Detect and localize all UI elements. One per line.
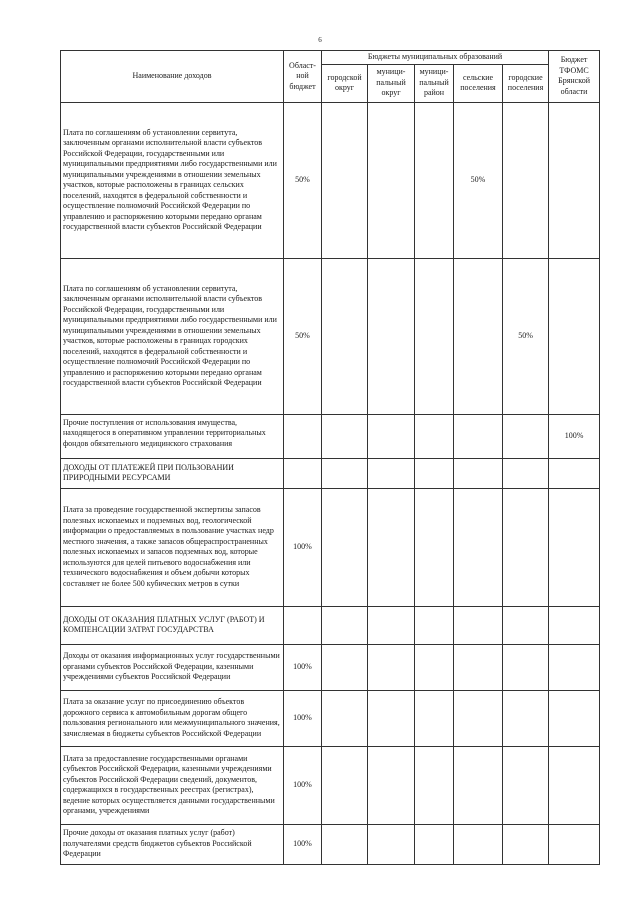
section-row — [61, 606, 600, 644]
revenue-name: Плата за предоставление государственными органами субъектов Российской Федерации, казенными учреждениями субъектов Российской Федерации сведений, документов, содержащихся в государственных реестрах (регистрах), ведение которых осуществляется данными государственными органами, учреждениями — [61, 746, 284, 824]
header-municipal-area: муници-пальный район — [415, 64, 454, 102]
urban-share — [503, 746, 549, 824]
municipal-area-share — [415, 746, 454, 824]
header-municipal-budgets: Бюджеты муниципальных образований — [322, 51, 549, 65]
page-number: 6 — [318, 36, 322, 44]
city-district-share — [322, 824, 368, 864]
table-row — [61, 102, 600, 258]
revenue-name: Плата по соглашениям об установлении сервитута, заключенным органами исполнительной власти субъектов Российской Федерации, государственными или муниципальными предприятиями либо государственными или муниципальными учреждениями в отношении земельных участков, которые расположены в границах городских поселений, находятся в федеральной собственности и осуществление полномочий Российской Федерации по управлению и распоряжению которыми передано органам государственной власти субъектов Российской Федерации — [61, 258, 284, 414]
regional-share — [284, 414, 322, 458]
municipal-area-share — [415, 690, 454, 746]
tfoms-share — [549, 644, 600, 690]
regional-share: 100% — [284, 746, 322, 824]
table-row — [61, 690, 600, 746]
header-rural-settlements: сельские поселения — [454, 64, 503, 102]
regional-share: 100% — [284, 824, 322, 864]
header-tfoms-budget: Бюджет ТФОМС Брянской области — [549, 51, 600, 103]
header-revenue-name: Наименование доходов — [61, 51, 284, 103]
rural-share — [454, 824, 503, 864]
regional-share: 100% — [284, 488, 322, 606]
revenue-name: Прочие доходы от оказания платных услуг (работ) получателями средств бюджетов субъектов Российской Федерации — [61, 824, 284, 864]
rural-share — [454, 258, 503, 414]
regional-share: 100% — [284, 690, 322, 746]
regional-share: 100% — [284, 644, 322, 690]
rural-share — [454, 644, 503, 690]
revenue-name: Прочие поступления от использования имущества, находящегося в оперативном управлении территориальных фондов обязательного медицинского страхования — [61, 414, 284, 458]
municipal-area-share — [415, 488, 454, 606]
city-district-share — [322, 102, 368, 258]
regional-share: 50% — [284, 102, 322, 258]
municipal-district-share — [368, 644, 415, 690]
tfoms-share — [549, 690, 600, 746]
urban-share — [503, 824, 549, 864]
header-urban-settlements: городские поселения — [503, 64, 549, 102]
municipal-area-share — [415, 824, 454, 864]
rural-share — [454, 414, 503, 458]
tfoms-share: 100% — [549, 414, 600, 458]
urban-share — [503, 414, 549, 458]
revenue-name: Доходы от оказания информационных услуг государственными органами субъектов Российской Федерации, казенными учреждениями субъектов Российской Федерации — [61, 644, 284, 690]
rural-share — [454, 488, 503, 606]
urban-share — [503, 644, 549, 690]
city-district-share — [322, 258, 368, 414]
municipal-district-share — [368, 102, 415, 258]
table-row — [61, 824, 600, 864]
rural-share — [454, 690, 503, 746]
urban-share — [503, 488, 549, 606]
municipal-district-share — [368, 824, 415, 864]
section-heading: ДОХОДЫ ОТ ОКАЗАНИЯ ПЛАТНЫХ УСЛУГ (РАБОТ) И КОМПЕНСАЦИИ ЗАТРАТ ГОСУДАРСТВА — [61, 606, 284, 644]
tfoms-share — [549, 258, 600, 414]
revenue-name: Плата за оказание услуг по присоединению объектов дорожного сервиса к автомобильным дорогам общего пользования регионального или межмуниципального значения, зачисляемая в бюджеты субъектов Российской Федерации — [61, 690, 284, 746]
regional-share: 50% — [284, 258, 322, 414]
table-row — [61, 644, 600, 690]
revenue-distribution-table — [60, 50, 600, 865]
table-row — [61, 488, 600, 606]
city-district-share — [322, 746, 368, 824]
municipal-district-share — [368, 746, 415, 824]
city-district-share — [322, 690, 368, 746]
municipal-area-share — [415, 102, 454, 258]
tfoms-share — [549, 746, 600, 824]
rural-share — [454, 746, 503, 824]
municipal-district-share — [368, 488, 415, 606]
urban-share — [503, 690, 549, 746]
table-row — [61, 414, 600, 458]
city-district-share — [322, 414, 368, 458]
municipal-area-share — [415, 258, 454, 414]
tfoms-share — [549, 102, 600, 258]
section-row — [61, 458, 600, 488]
header-municipal-district: муници-пальный округ — [368, 64, 415, 102]
urban-share — [503, 102, 549, 258]
revenue-name: Плата за проведение государственной экспертизы запасов полезных ископаемых и подземных вод, геологической информации о предоставляемых в пользование участках недр местного значения, а также запасов общераспространенных полезных ископаемых и запасов подземных вод, которые используются для целей питьевого водоснабжения или технического водоснабжения и объем добычи которых составляет не более 500 кубических метров в сутки — [61, 488, 284, 606]
table-row — [61, 746, 600, 824]
city-district-share — [322, 488, 368, 606]
municipal-area-share — [415, 414, 454, 458]
municipal-area-share — [415, 644, 454, 690]
section-heading: ДОХОДЫ ОТ ПЛАТЕЖЕЙ ПРИ ПОЛЬЗОВАНИИ ПРИРОДНЫМИ РЕСУРСАМИ — [61, 458, 284, 488]
header-city-district: городской округ — [322, 64, 368, 102]
tfoms-share — [549, 824, 600, 864]
rural-share: 50% — [454, 102, 503, 258]
header-regional-budget: Област-ной бюджет — [284, 51, 322, 103]
municipal-district-share — [368, 690, 415, 746]
city-district-share — [322, 644, 368, 690]
tfoms-share — [549, 488, 600, 606]
municipal-district-share — [368, 258, 415, 414]
municipal-district-share — [368, 414, 415, 458]
table-row — [61, 258, 600, 414]
revenue-name: Плата по соглашениям об установлении сервитута, заключенным органами исполнительной власти субъектов Российской Федерации, государственными или муниципальными предприятиями либо государственными или муниципальными учреждениями в отношении земельных участков, которые расположены в границах сельских поселений, находятся в федеральной собственности и осуществление полномочий Российской Федерации по управлению и распоряжению которыми передано органам государственной власти субъектов Российской Федерации — [61, 102, 284, 258]
urban-share: 50% — [503, 258, 549, 414]
